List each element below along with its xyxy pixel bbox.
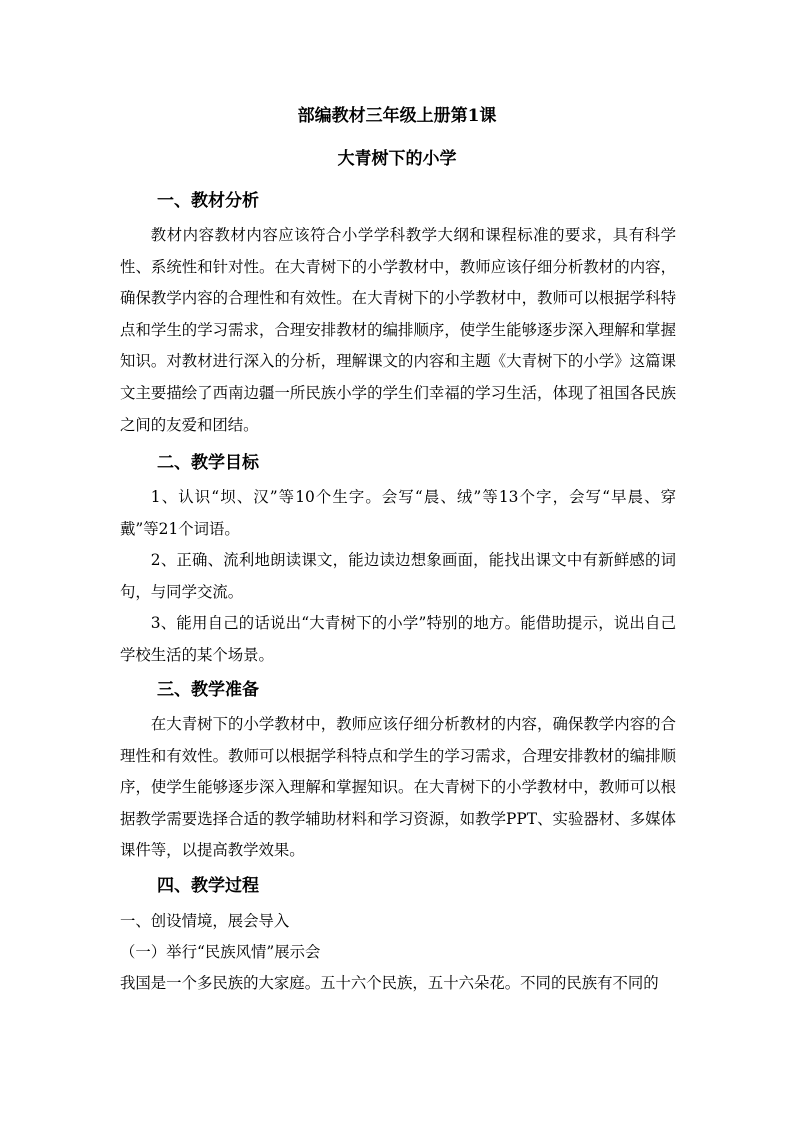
process-step-1: 一、创设情境，展会导入 bbox=[120, 912, 290, 930]
analysis-paragraph: 教材内容教材内容应该符合小学学科教学大纲和课程标准的要求，具有科学性、系统性和针对性。在大青树下的小学教材中，教师应该仔细分析教材的内容，确保教学内容的合理性和有效性。在大青树下的小学教材中，教师可以根据学科特点和学生的学习需求，合理安排教材的编排顺序，使学生能够逐步深入理解和掌握知识。对教材进行深入的分析，理解课文的内容和主题《大青树下的小学》这篇课文主要描绘了西南边疆一所民族小学的学生们幸福的学习生活，体现了祖国各民族之间的友爱和团结。 bbox=[120, 226, 676, 434]
section-heading-process: 四、教学过程 bbox=[157, 876, 259, 896]
section-heading-objectives: 二、教学目标 bbox=[157, 453, 259, 473]
document-title: 部编教材三年级上册第1课 bbox=[297, 106, 497, 126]
objective-item-2: 2、正确、流利地朗读课文，能边读边想象画面，能找出课文中有新鲜感的词句，与同学交流。 bbox=[120, 551, 676, 601]
process-text: 我国是一个多民族的大家庭。五十六个民族，五十六朵花。不同的民族有不同的 bbox=[120, 974, 659, 992]
objective-item-3: 3、能用自己的话说出“大青树下的小学”特别的地方。能借助提示，说出自己学校生活的某个场景。 bbox=[120, 614, 676, 664]
section-heading-analysis: 一、教材分析 bbox=[157, 191, 259, 211]
process-substep-1: （一）举行“民族风情”展示会 bbox=[120, 943, 321, 961]
section-heading-preparation: 三、教学准备 bbox=[157, 680, 259, 700]
lesson-title: 大青树下的小学 bbox=[337, 149, 457, 169]
objective-item-1: 1、认识“坝、汉”等10个生字。会写“晨、绒”等13个字，会写“早晨、穿戴”等21个词语。 bbox=[120, 488, 676, 538]
preparation-paragraph: 在大青树下的小学教材中，教师应该仔细分析教材的内容，确保教学内容的合理性和有效性。教师可以根据学科特点和学生的学习需求，合理安排教材的编排顺序，使学生能够逐步深入理解和掌握知识。在大青树下的小学教材中，教师可以根据教学需要选择合适的教学辅助材料和学习资源，如教学PPT、实验器材、多媒体课件等，以提高教学效果。 bbox=[120, 715, 676, 860]
